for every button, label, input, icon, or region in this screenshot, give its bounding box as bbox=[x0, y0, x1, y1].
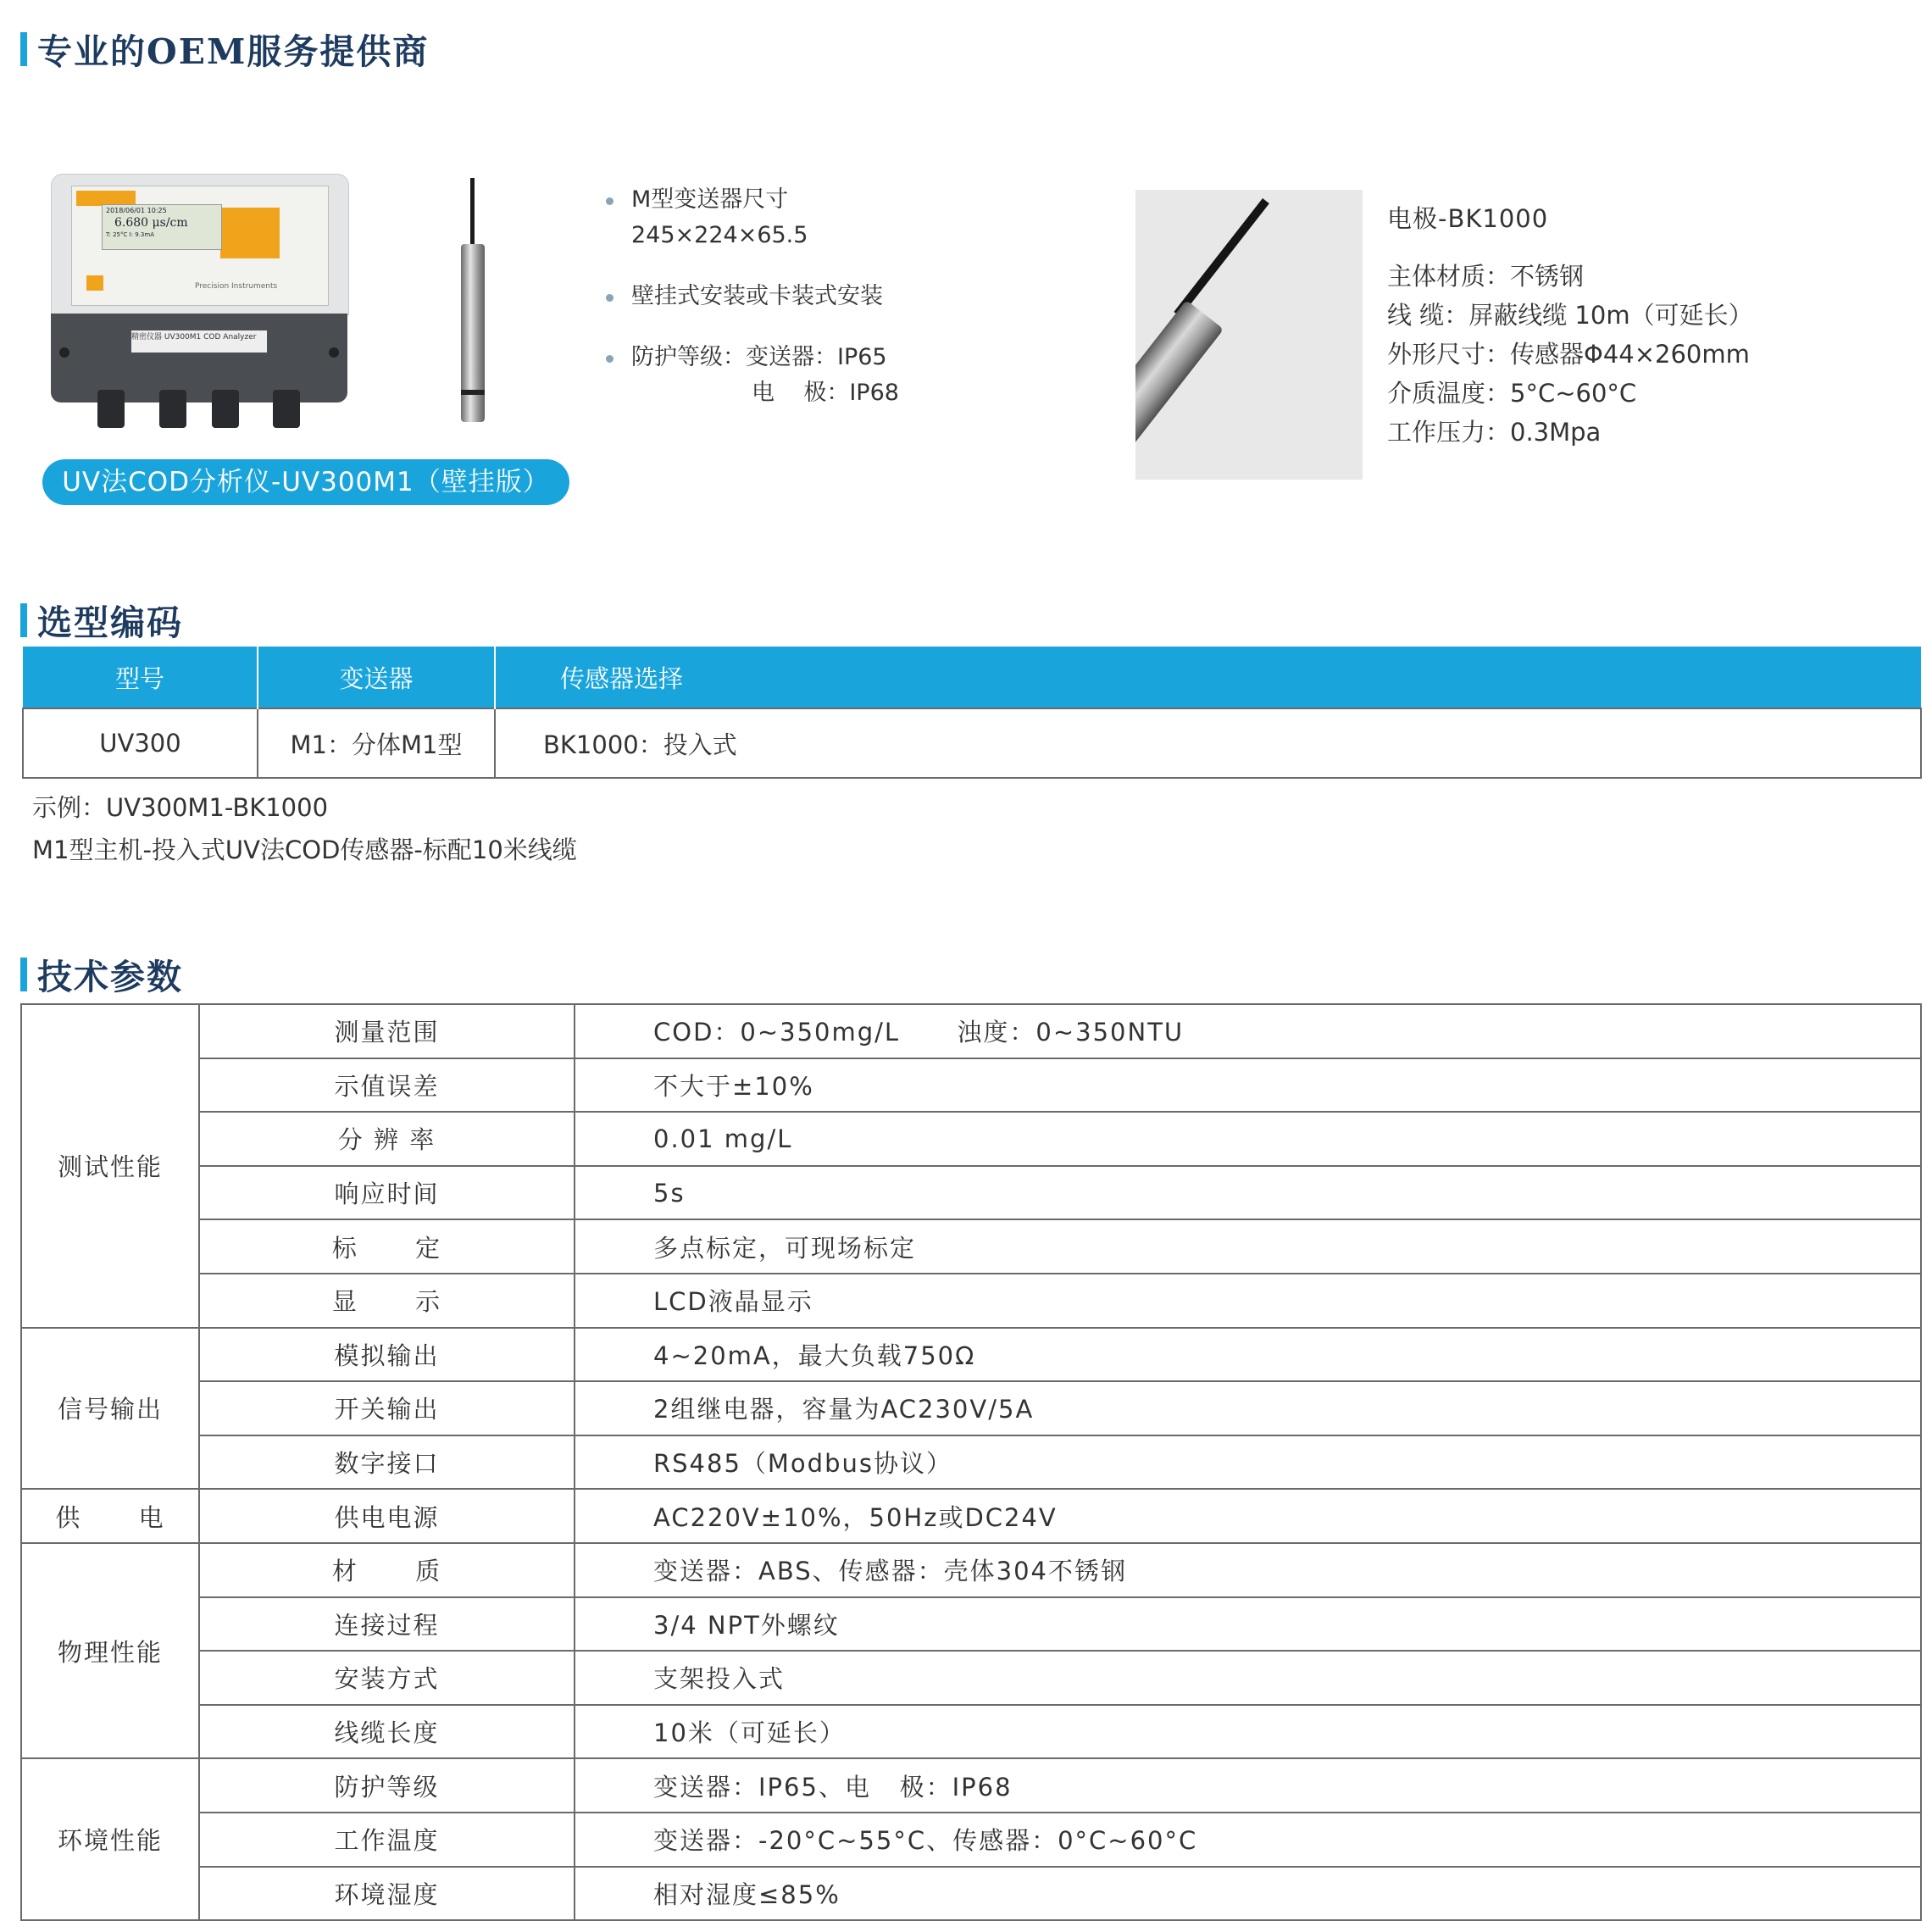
lcd-status: T: 25°C I: 9.3mA bbox=[106, 231, 154, 238]
spec-name: 安装方式 bbox=[199, 1651, 575, 1705]
table-row bbox=[21, 1543, 1921, 1597]
spec-name: 工作温度 bbox=[199, 1813, 575, 1867]
electrode-specs bbox=[1387, 199, 1753, 452]
cell-sensor: BK1000：投入式 bbox=[495, 708, 1921, 778]
model-title-text: 选型编码 bbox=[37, 602, 183, 643]
electrode-title: 电极-BK1000 bbox=[1387, 204, 1549, 233]
electrode-rod bbox=[1135, 300, 1224, 480]
analyzer-device-image bbox=[51, 174, 347, 432]
feature-item-mount bbox=[602, 279, 899, 314]
spec-value: COD：0~350mg/L 浊度：0~350NTU bbox=[575, 1004, 1921, 1058]
table-row bbox=[21, 1705, 1921, 1759]
spec-section-title bbox=[20, 949, 183, 999]
table-row bbox=[21, 1166, 1921, 1220]
device-brand-text: Precision Instruments bbox=[195, 282, 278, 291]
spec-value: 多点标定，可现场标定 bbox=[575, 1219, 1921, 1274]
table-row bbox=[21, 1381, 1921, 1435]
device-lcd-screen bbox=[102, 204, 222, 250]
cable-gland-icon bbox=[273, 390, 300, 428]
spec-value: 10米（可延长） bbox=[575, 1705, 1921, 1759]
cable-gland-icon bbox=[212, 390, 239, 428]
cable-gland-icon bbox=[97, 390, 125, 428]
feature-list bbox=[602, 182, 899, 436]
spec-value: 变送器：ABS、传感器：壳体304不锈钢 bbox=[575, 1543, 1921, 1597]
table-row bbox=[21, 1328, 1921, 1382]
electrode-cable bbox=[1174, 198, 1269, 317]
feature-item-protection bbox=[602, 340, 899, 411]
spec-value: 相对湿度≤85% bbox=[575, 1867, 1921, 1921]
lcd-reading: 6.680 μs/cm bbox=[114, 216, 188, 230]
spec-category: 信号输出 bbox=[21, 1328, 199, 1490]
spec-value: 0.01 mg/L bbox=[575, 1112, 1921, 1166]
electrode-temperature: 介质温度：5°C~60°C bbox=[1387, 379, 1637, 408]
electrode-pressure: 工作压力：0.3Mpa bbox=[1387, 418, 1602, 447]
title-accent-bar bbox=[20, 603, 27, 637]
spec-name: 供电电源 bbox=[199, 1489, 575, 1543]
oem-title-text: 专业的OEM服务提供商 bbox=[37, 31, 430, 72]
screw-icon bbox=[59, 347, 69, 358]
example-code: 示例：UV300M1-BK1000 bbox=[32, 793, 329, 822]
table-row bbox=[21, 1597, 1921, 1652]
spec-value: 3/4 NPT外螺纹 bbox=[575, 1597, 1921, 1652]
model-section-title bbox=[20, 595, 183, 645]
title-accent-bar bbox=[20, 32, 27, 66]
device-lower-housing bbox=[51, 314, 347, 403]
spec-name: 测量范围 bbox=[199, 1004, 575, 1058]
feature-size-value: 245×224×65.5 bbox=[631, 222, 808, 248]
table-row bbox=[21, 1813, 1921, 1867]
table-row bbox=[21, 1274, 1921, 1328]
electrode-cable-spec: 线 缆：屏蔽线缆 10m（可延长） bbox=[1387, 301, 1753, 330]
table-row bbox=[23, 708, 1921, 778]
spec-name: 标 定 bbox=[199, 1219, 575, 1274]
cell-transmitter: M1：分体M1型 bbox=[258, 708, 495, 778]
spec-category: 供 电 bbox=[21, 1489, 199, 1543]
feature-item-size bbox=[602, 182, 899, 253]
spec-value: RS485（Modbus协议） bbox=[575, 1435, 1921, 1490]
model-table-header bbox=[23, 647, 1921, 708]
spec-value: LCD液晶显示 bbox=[575, 1274, 1921, 1328]
spec-category: 测试性能 bbox=[21, 1004, 199, 1328]
display-accent-block bbox=[86, 275, 103, 291]
spec-value: 2组继电器，容量为AC230V/5A bbox=[575, 1381, 1921, 1435]
model-example bbox=[32, 786, 577, 871]
electrode-material: 主体材质：不锈钢 bbox=[1387, 262, 1585, 291]
spec-table bbox=[20, 1003, 1922, 1921]
probe-cable bbox=[470, 178, 475, 246]
feature-protection-line1: 防护等级：变送器：IP65 bbox=[631, 344, 887, 370]
spec-value: 4~20mA，最大负载750Ω bbox=[575, 1328, 1921, 1382]
sensor-probe-image bbox=[459, 178, 485, 424]
spec-value: 不大于±10% bbox=[575, 1058, 1921, 1113]
spec-name: 开关输出 bbox=[199, 1381, 575, 1435]
probe-body bbox=[461, 244, 485, 422]
spec-title-text: 技术参数 bbox=[37, 957, 183, 997]
header-model: 型号 bbox=[23, 647, 258, 708]
spec-category: 环境性能 bbox=[21, 1758, 199, 1920]
spec-name: 示值误差 bbox=[199, 1058, 575, 1113]
feature-protection-line2: 电 极：IP68 bbox=[752, 380, 899, 406]
spec-name: 显 示 bbox=[199, 1274, 575, 1328]
spec-name: 环境湿度 bbox=[199, 1867, 575, 1921]
example-description: M1型主机-投入式UV法COD传感器-标配10米线缆 bbox=[32, 836, 577, 864]
spec-name: 模拟输出 bbox=[199, 1328, 575, 1382]
spec-category: 物理性能 bbox=[21, 1543, 199, 1758]
spec-name: 连接过程 bbox=[199, 1597, 575, 1652]
spec-name: 响应时间 bbox=[199, 1166, 575, 1220]
electrode-photo bbox=[1135, 190, 1363, 480]
lcd-datetime: 2018/06/01 10:25 bbox=[106, 207, 167, 214]
header-transmitter: 变送器 bbox=[258, 647, 495, 708]
feature-size-label: M型变送器尺寸 bbox=[631, 186, 789, 213]
electrode-dimension: 外形尺寸：传感器Φ44×260mm bbox=[1387, 340, 1750, 369]
spec-name: 材 质 bbox=[199, 1543, 575, 1597]
spec-name: 线缆长度 bbox=[199, 1705, 575, 1759]
table-row bbox=[21, 1435, 1921, 1490]
display-button-panel bbox=[220, 208, 280, 258]
oem-section-title bbox=[20, 24, 429, 74]
device-nameplate: 精密仪器 UV300M1 COD Analyzer bbox=[131, 330, 267, 353]
probe-ring bbox=[461, 390, 485, 395]
table-row bbox=[21, 1867, 1921, 1921]
spec-name: 防护等级 bbox=[199, 1758, 575, 1813]
spec-value: 变送器：-20°C~55°C、传感器：0°C~60°C bbox=[575, 1813, 1921, 1867]
header-sensor: 传感器选择 bbox=[495, 647, 1921, 708]
table-row bbox=[21, 1489, 1921, 1543]
spec-value: 5s bbox=[575, 1166, 1921, 1220]
table-row bbox=[21, 1112, 1921, 1166]
screw-icon bbox=[329, 347, 339, 358]
spec-value: AC220V±10%，50Hz或DC24V bbox=[575, 1489, 1921, 1543]
table-row bbox=[21, 1651, 1921, 1705]
title-accent-bar bbox=[20, 958, 27, 991]
spec-name: 数字接口 bbox=[199, 1435, 575, 1490]
table-row bbox=[21, 1219, 1921, 1274]
spec-value: 变送器：IP65、电 极：IP68 bbox=[575, 1758, 1921, 1813]
feature-mount-text: 壁挂式安装或卡装式安装 bbox=[631, 283, 883, 309]
cell-model: UV300 bbox=[23, 708, 258, 778]
cable-gland-icon bbox=[159, 390, 186, 428]
spec-value: 支架投入式 bbox=[575, 1651, 1921, 1705]
table-row bbox=[21, 1758, 1921, 1813]
spec-name: 分 辨 率 bbox=[199, 1112, 575, 1166]
table-row bbox=[21, 1058, 1921, 1113]
model-code-table bbox=[22, 647, 1922, 779]
product-name-badge: UV法COD分析仪-UV300M1（壁挂版） bbox=[42, 459, 569, 505]
table-row bbox=[21, 1004, 1921, 1058]
